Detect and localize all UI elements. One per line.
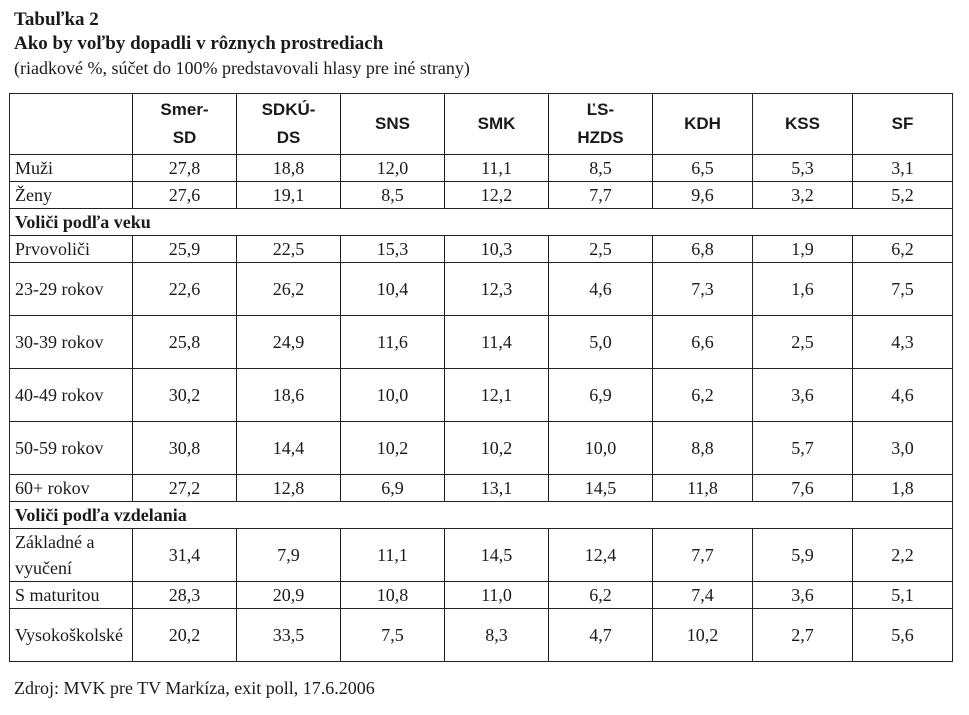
value-cell: 5,1 xyxy=(853,582,953,609)
value-cell: 3,6 xyxy=(753,582,853,609)
value-cell: 6,2 xyxy=(653,369,753,422)
value-cell: 20,9 xyxy=(237,582,341,609)
value-cell: 7,4 xyxy=(653,582,753,609)
value-cell: 27,2 xyxy=(133,475,237,502)
value-cell: 11,8 xyxy=(653,475,753,502)
value-cell: 6,2 xyxy=(853,236,953,263)
value-cell: 3,2 xyxy=(753,182,853,209)
value-cell: 25,9 xyxy=(133,236,237,263)
value-cell: 6,6 xyxy=(653,316,753,369)
value-cell: 24,9 xyxy=(237,316,341,369)
value-cell: 8,3 xyxy=(445,609,549,662)
value-cell: 13,1 xyxy=(445,475,549,502)
header-cell-empty xyxy=(10,94,133,155)
value-cell: 10,4 xyxy=(341,263,445,316)
value-cell: 11,1 xyxy=(341,529,445,582)
row-label: Prvovoliči xyxy=(10,236,133,263)
value-cell: 6,5 xyxy=(653,155,753,182)
section-label: Voliči podľa veku xyxy=(10,209,953,236)
value-cell: 4,7 xyxy=(549,609,653,662)
row-label: S maturitou xyxy=(10,582,133,609)
value-cell: 3,6 xyxy=(753,369,853,422)
value-cell: 31,4 xyxy=(133,529,237,582)
value-cell: 22,6 xyxy=(133,263,237,316)
row-label: Muži xyxy=(10,155,133,182)
header-cell-smer-sd xyxy=(133,94,237,155)
value-cell: 12,2 xyxy=(445,182,549,209)
value-cell: 1,8 xyxy=(853,475,953,502)
value-cell: 14,4 xyxy=(237,422,341,475)
header-label-sdku-ds: SDKÚ-DS xyxy=(261,100,316,147)
header-cell-kdh: KDH xyxy=(653,94,753,155)
table-row xyxy=(10,609,953,662)
value-cell: 19,1 xyxy=(237,182,341,209)
source-note: Zdroj: MVK pre TV Markíza, exit poll, 17.6.2006 xyxy=(14,678,375,698)
value-cell: 4,6 xyxy=(549,263,653,316)
value-cell: 30,8 xyxy=(133,422,237,475)
value-cell: 12,3 xyxy=(445,263,549,316)
value-cell: 5,9 xyxy=(753,529,853,582)
value-cell: 30,2 xyxy=(133,369,237,422)
value-cell: 5,6 xyxy=(853,609,953,662)
row-label: 50-59 rokov xyxy=(10,422,133,475)
section-row xyxy=(10,502,953,529)
value-cell: 25,8 xyxy=(133,316,237,369)
value-cell: 18,6 xyxy=(237,369,341,422)
value-cell: 3,0 xyxy=(853,422,953,475)
value-cell: 26,2 xyxy=(237,263,341,316)
value-cell: 7,7 xyxy=(653,529,753,582)
value-cell: 10,2 xyxy=(341,422,445,475)
header-cell-sdku-ds xyxy=(237,94,341,155)
value-cell: 10,0 xyxy=(549,422,653,475)
header-row xyxy=(10,94,953,155)
value-cell: 10,2 xyxy=(653,609,753,662)
value-cell: 6,8 xyxy=(653,236,753,263)
value-cell: 11,1 xyxy=(445,155,549,182)
section-row xyxy=(10,209,953,236)
row-label: Vysokoškolské xyxy=(10,609,133,662)
value-cell: 1,9 xyxy=(753,236,853,263)
value-cell: 12,8 xyxy=(237,475,341,502)
value-cell: 2,7 xyxy=(753,609,853,662)
value-cell: 22,5 xyxy=(237,236,341,263)
table-caption xyxy=(14,8,470,80)
row-label: 30-39 rokov xyxy=(10,316,133,369)
value-cell: 5,0 xyxy=(549,316,653,369)
value-cell: 2,5 xyxy=(549,236,653,263)
value-cell: 33,5 xyxy=(237,609,341,662)
table-row xyxy=(10,236,953,263)
header-cell-ls-hzds xyxy=(549,94,653,155)
value-cell: 7,5 xyxy=(341,609,445,662)
table-note: (riadkové %, súčet do 100% predstavovali hlasy pre iné strany) xyxy=(14,58,470,78)
value-cell: 7,6 xyxy=(753,475,853,502)
row-label: 23-29 rokov xyxy=(10,263,133,316)
value-cell: 8,8 xyxy=(653,422,753,475)
value-cell: 14,5 xyxy=(445,529,549,582)
header-cell-sns: SNS xyxy=(341,94,445,155)
table-title: Tabuľka 2 xyxy=(14,9,99,30)
election-results-table xyxy=(9,93,953,662)
value-cell: 10,2 xyxy=(445,422,549,475)
value-cell: 15,3 xyxy=(341,236,445,263)
value-cell: 27,8 xyxy=(133,155,237,182)
value-cell: 6,9 xyxy=(341,475,445,502)
table-row xyxy=(10,155,953,182)
table-row xyxy=(10,582,953,609)
value-cell: 12,0 xyxy=(341,155,445,182)
value-cell: 7,3 xyxy=(653,263,753,316)
value-cell: 5,7 xyxy=(753,422,853,475)
value-cell: 14,5 xyxy=(549,475,653,502)
value-cell: 4,6 xyxy=(853,369,953,422)
value-cell: 11,0 xyxy=(445,582,549,609)
value-cell: 5,2 xyxy=(853,182,953,209)
header-cell-smk: SMK xyxy=(445,94,549,155)
value-cell: 7,7 xyxy=(549,182,653,209)
value-cell: 2,2 xyxy=(853,529,953,582)
value-cell: 27,6 xyxy=(133,182,237,209)
value-cell: 1,6 xyxy=(753,263,853,316)
value-cell: 9,6 xyxy=(653,182,753,209)
row-label: Ženy xyxy=(10,182,133,209)
row-label: 60+ rokov xyxy=(10,475,133,502)
value-cell: 6,2 xyxy=(549,582,653,609)
header-label-ls-hzds: ĽS-HZDS xyxy=(577,100,624,147)
table-subtitle: Ako by voľby dopadli v rôznych prostrediach xyxy=(14,33,384,54)
table-row xyxy=(10,529,953,582)
table-row xyxy=(10,263,953,316)
table-row xyxy=(10,422,953,475)
value-cell: 18,8 xyxy=(237,155,341,182)
value-cell: 7,5 xyxy=(853,263,953,316)
table-body xyxy=(10,155,953,662)
value-cell: 28,3 xyxy=(133,582,237,609)
row-label: 40-49 rokov xyxy=(10,369,133,422)
value-cell: 7,9 xyxy=(237,529,341,582)
table-row xyxy=(10,182,953,209)
value-cell: 11,6 xyxy=(341,316,445,369)
value-cell: 12,4 xyxy=(549,529,653,582)
header-label-smer-sd: Smer-SD xyxy=(160,100,209,147)
table-row xyxy=(10,316,953,369)
table-row xyxy=(10,475,953,502)
header-cell-kss: KSS xyxy=(753,94,853,155)
row-label: Základné a vyučení xyxy=(10,529,133,582)
table-row xyxy=(10,369,953,422)
section-label: Voliči podľa vzdelania xyxy=(10,502,953,529)
value-cell: 10,0 xyxy=(341,369,445,422)
value-cell: 8,5 xyxy=(341,182,445,209)
value-cell: 20,2 xyxy=(133,609,237,662)
value-cell: 8,5 xyxy=(549,155,653,182)
value-cell: 12,1 xyxy=(445,369,549,422)
value-cell: 10,3 xyxy=(445,236,549,263)
value-cell: 10,8 xyxy=(341,582,445,609)
value-cell: 5,3 xyxy=(753,155,853,182)
value-cell: 11,4 xyxy=(445,316,549,369)
value-cell: 3,1 xyxy=(853,155,953,182)
value-cell: 6,9 xyxy=(549,369,653,422)
value-cell: 4,3 xyxy=(853,316,953,369)
value-cell: 2,5 xyxy=(753,316,853,369)
header-cell-sf: SF xyxy=(853,94,953,155)
